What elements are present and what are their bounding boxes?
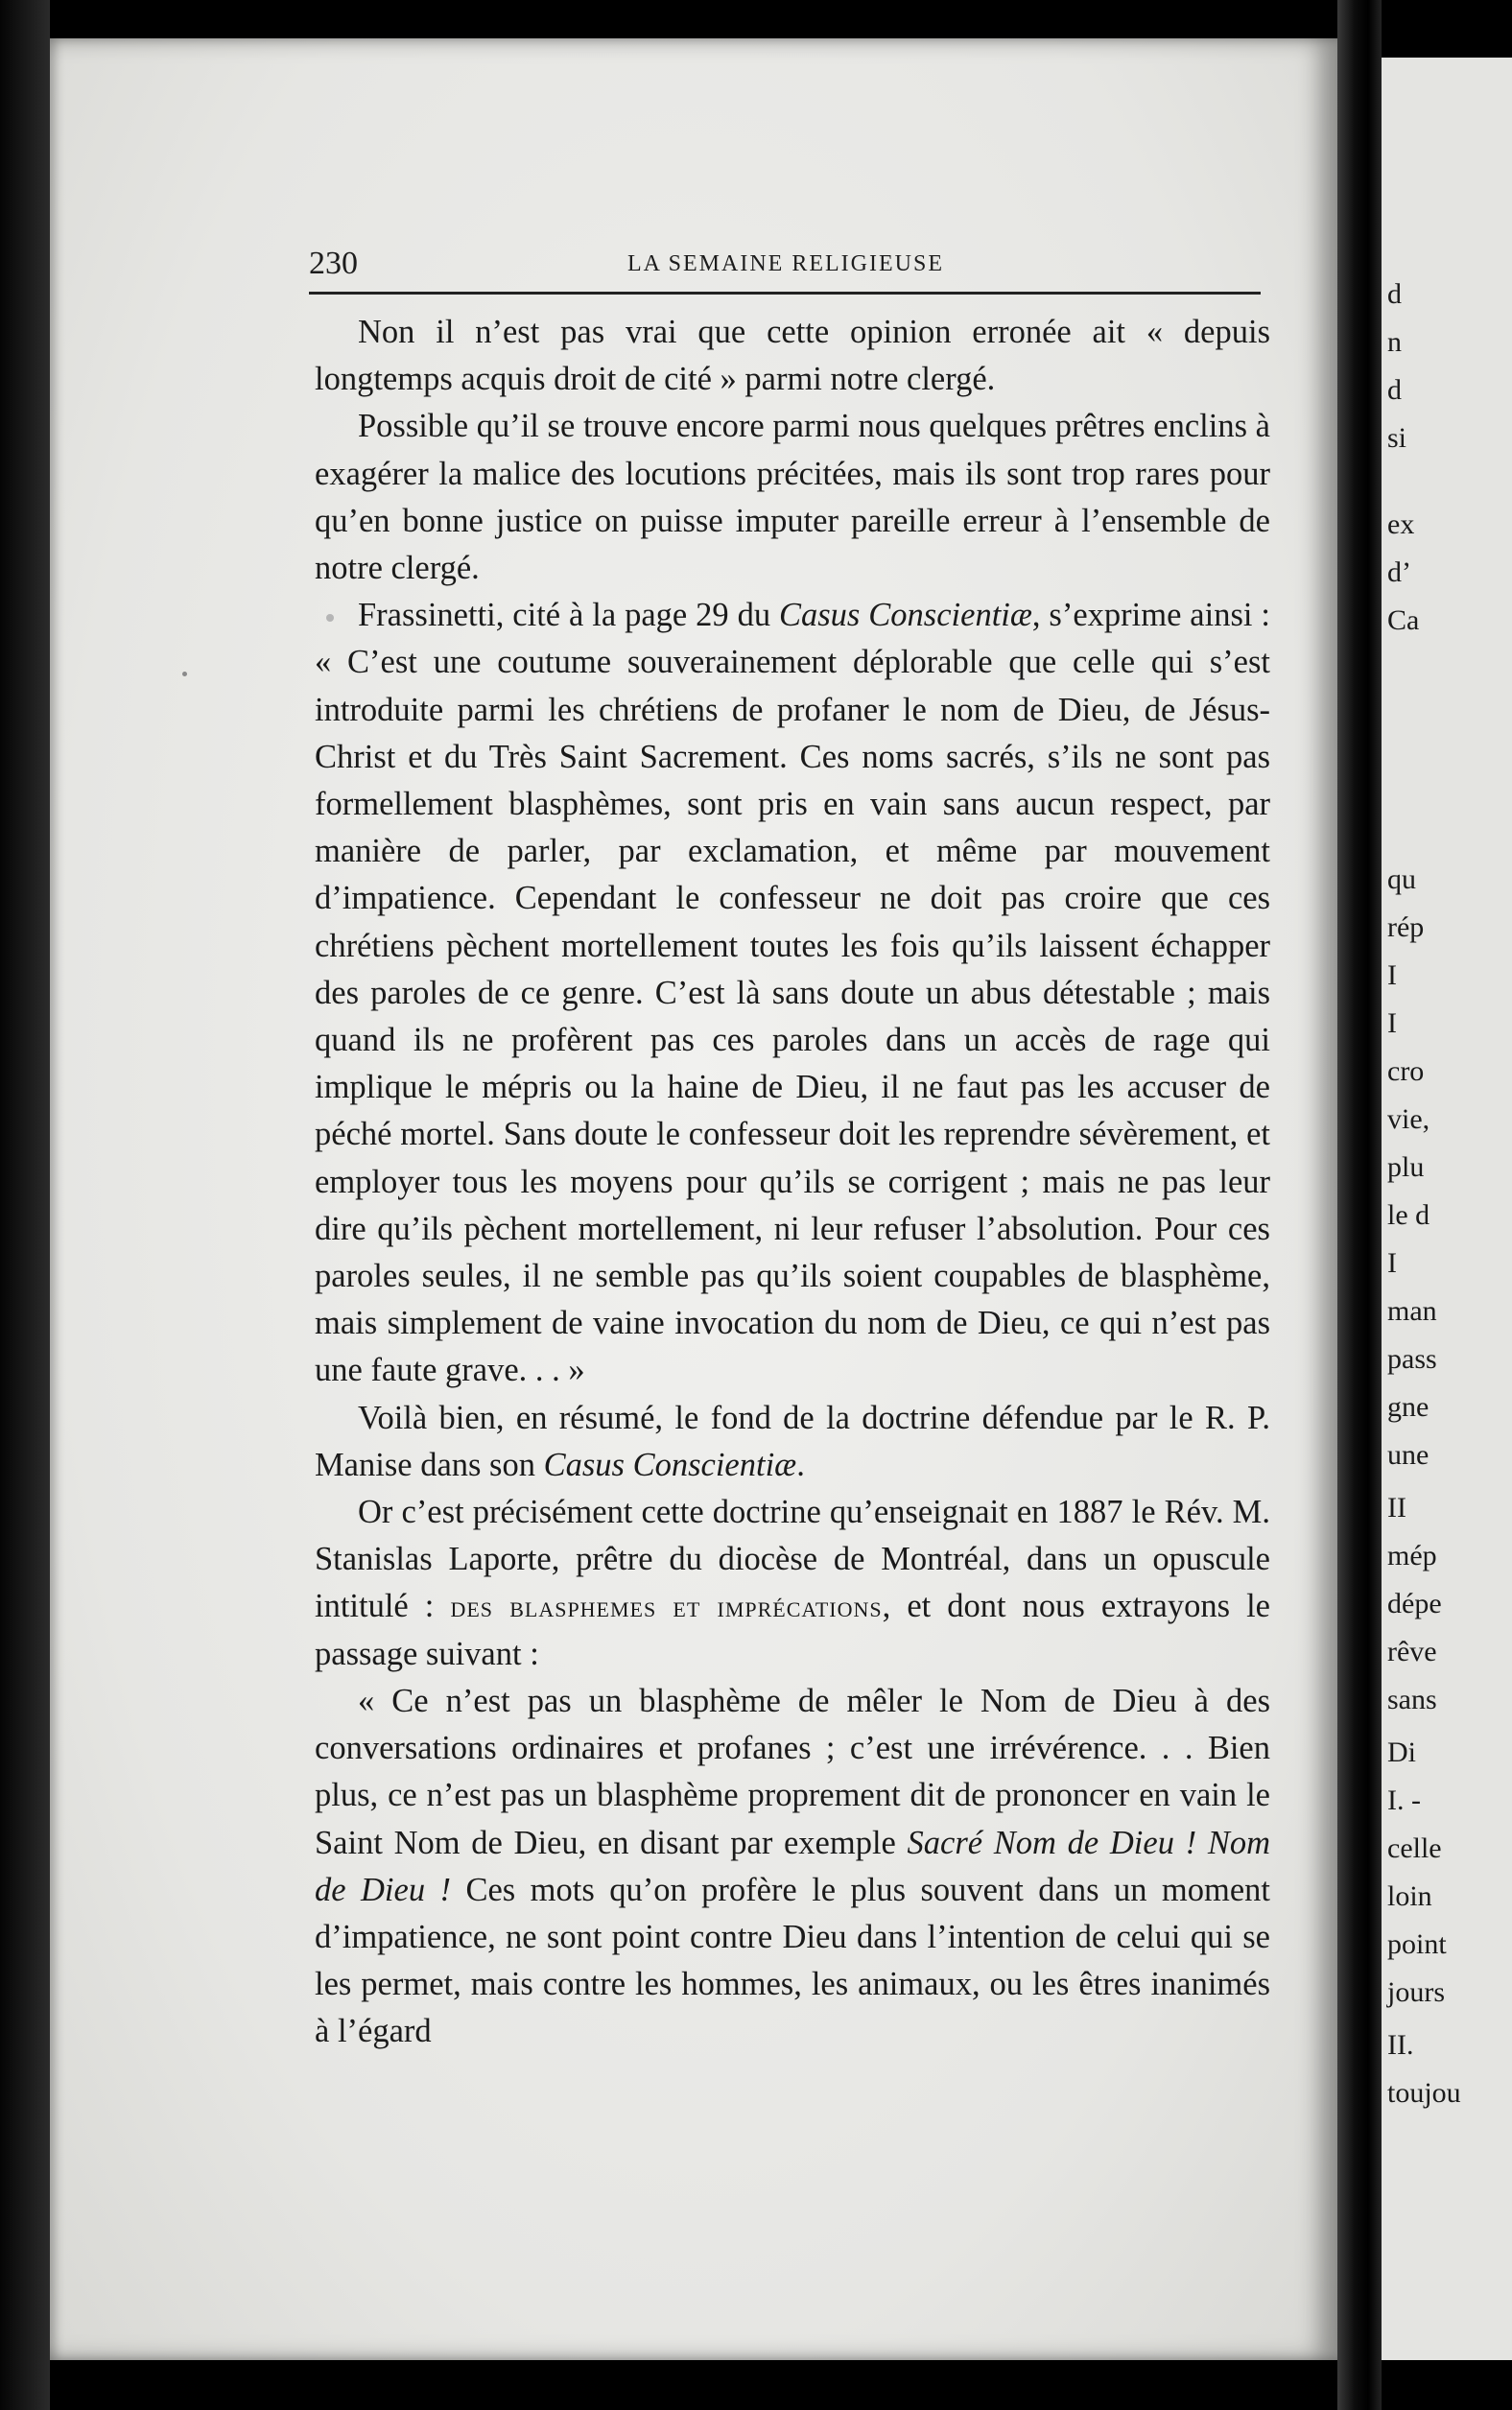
facing-page-fragment: rép bbox=[1387, 911, 1425, 943]
header-rule bbox=[309, 292, 1261, 295]
facing-page-fragment: cro bbox=[1387, 1055, 1425, 1087]
book-gutter bbox=[1337, 0, 1382, 2410]
text-run: . bbox=[796, 1446, 805, 1483]
facing-page-fragment: dépe bbox=[1387, 1588, 1442, 1619]
text-run: Frassinetti, cité à la page 29 du bbox=[358, 597, 779, 634]
facing-page-fragment: sans bbox=[1387, 1684, 1437, 1715]
paragraph bbox=[315, 309, 1270, 403]
text-run: , s’exprime ainsi : « C’est une coutume souverainement déplorable que celle qui s’est introduite parmi les chrétiens de profaner le nom de Dieu, de Jésus-Christ et du Très Saint Sacrement. Ces noms sacrés, s’ils ne sont pas formellement blasphèmes, sont pris en vain sans aucun respect, par manière de parler, par exclamation, et même par mouvement d’impatience. Cependant le confesseur ne doit pas croire que ces chrétiens pèchent mortellement toutes les fois qu’ils laissent échapper des paroles de ce genre. C’est là sans doute un abus détestable ; mais quand ils ne profèrent pas ces paroles dans un accès de rage qui implique le mépris ou la haine de Dieu, il ne faut pas les accuser de péché mortel. Sans doute le confesseur doit les reprendre sévèrement, et employer tous les moyens pour qu’ils se corrigent ; mais ne pas leur dire qu’ils pèchent mortellement, ni leur refuser l’absolution. Pour ces paroles seules, il ne semble pas qu’ils soient coupables de blasphème, mais simplement de vaine invocation du nom de Dieu, ce qui n’est pas une faute grave. . . » bbox=[315, 597, 1270, 1389]
facing-page-fragment: Di bbox=[1387, 1737, 1416, 1768]
paragraph bbox=[315, 592, 1270, 1394]
facing-page-fragment: toujou bbox=[1387, 2077, 1461, 2109]
text-run: « Ce n’est pas un blasphème de mêler le Nom de Dieu à des conversations ordinaires et profanes ; c’est une irrévérence. . . Bien plus, ce n’est pas un blasphème proprement dit de prononcer en vain le Saint Nom de Dieu, en disant par exemple bbox=[315, 1682, 1270, 1861]
page-header bbox=[251, 238, 1261, 286]
paragraph bbox=[315, 403, 1270, 592]
facing-page-fragment: Ca bbox=[1387, 604, 1420, 636]
facing-page-fragment: I bbox=[1387, 1247, 1397, 1279]
dust-speck bbox=[326, 614, 334, 622]
facing-page-fragment: d bbox=[1387, 278, 1402, 310]
text-run: Voilà bien, en résumé, le fond de la doctrine défendue par le R. P. Manise dans son bbox=[315, 1399, 1270, 1483]
facing-page-fragment: rêve bbox=[1387, 1636, 1437, 1667]
facing-page-fragment: jours bbox=[1387, 1976, 1445, 2008]
facing-page-fragment: man bbox=[1387, 1295, 1437, 1327]
facing-page-fragment: II bbox=[1387, 1492, 1406, 1524]
facing-page-fragment: gne bbox=[1387, 1391, 1429, 1423]
facing-page-fragment: pass bbox=[1387, 1343, 1437, 1375]
text-run: Or c’est précisément cette doctrine qu’enseignait en 1887 le Rév. M. Stanislas Laporte, prêtre du diocèse de Montréal, dans un opuscule intitulé : bbox=[315, 1494, 1270, 1625]
text-run: , et dont nous extrayons le passage suivant : bbox=[315, 1588, 1270, 1672]
text-run: Ces mots qu’on profère le plus souvent dans un moment d’impatience, ne sont point contre Dieu dans l’intention de celui qui se les permet, mais contre les hommes, les animaux, ou les êtres inanimés à l’égard bbox=[315, 1871, 1270, 2050]
facing-page-fragment: point bbox=[1387, 1928, 1447, 1960]
text-run: Possible qu’il se trouve encore parmi nous quelques prêtres enclins à exagérer la malice des locutions précitées, mais ils sont trop rares pour qu’en bonne justice on puisse imputer pareille erreur à l’ensemble de notre clergé. bbox=[315, 408, 1270, 587]
facing-page-fragment: d’ bbox=[1387, 556, 1411, 588]
smallcaps-title: des blasphemes et imprécations bbox=[450, 1590, 883, 1624]
facing-page-fragment: une bbox=[1387, 1439, 1429, 1471]
paragraph bbox=[315, 1678, 1270, 2056]
facing-page-fragment: le d bbox=[1387, 1199, 1430, 1231]
facing-page-fragment: I bbox=[1387, 1007, 1397, 1039]
page-number: 230 bbox=[309, 246, 358, 281]
text-run: Non il n’est pas vrai que cette opinion erronée ait « depuis longtemps acquis droit de cité » parmi notre clergé. bbox=[315, 314, 1270, 398]
facing-page-fragment: II. bbox=[1387, 2029, 1414, 2061]
dust-speck bbox=[182, 672, 187, 676]
facing-page-fragment: I bbox=[1387, 959, 1397, 991]
body-text bbox=[315, 309, 1270, 2056]
running-head: LA SEMAINE RELIGIEUSE bbox=[627, 251, 944, 276]
italic-text: Casus Conscientiæ bbox=[779, 597, 1032, 634]
paragraph bbox=[315, 1395, 1270, 1489]
facing-page-fragment: qu bbox=[1387, 863, 1416, 895]
facing-page-fragment: plu bbox=[1387, 1151, 1425, 1183]
facing-page-fragment: I. - bbox=[1387, 1784, 1421, 1816]
facing-page bbox=[1382, 58, 1512, 2360]
italic-text: Sacré Nom de Dieu ! Nom de Dieu ! bbox=[315, 1824, 1270, 1908]
paragraph bbox=[315, 1489, 1270, 1678]
facing-page-fragment: loin bbox=[1387, 1880, 1432, 1912]
facing-page-fragment: mép bbox=[1387, 1540, 1437, 1571]
italic-text: Casus Conscientiæ bbox=[543, 1446, 797, 1483]
facing-page-fragment: celle bbox=[1387, 1832, 1442, 1864]
facing-page-fragment: vie, bbox=[1387, 1103, 1430, 1135]
facing-page-fragment: si bbox=[1387, 422, 1407, 454]
facing-page-fragment: n bbox=[1387, 326, 1402, 358]
scan-left-edge bbox=[0, 0, 50, 2410]
facing-page-fragment: d bbox=[1387, 374, 1402, 406]
facing-page-fragment: ex bbox=[1387, 508, 1415, 540]
